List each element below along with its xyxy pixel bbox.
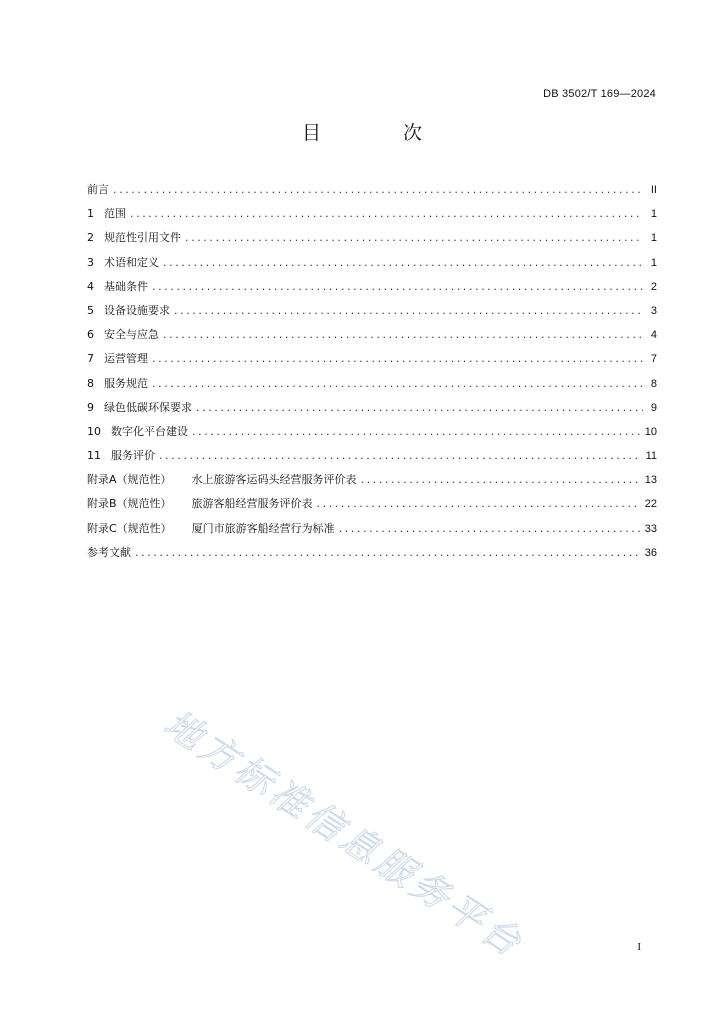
toc-entry-annex-b[interactable] <box>87 494 657 518</box>
toc-entry-page: 8 <box>650 377 657 390</box>
toc-entry-page: 7 <box>650 353 657 366</box>
toc-leader-dots <box>163 325 643 345</box>
toc-leader-dots <box>152 349 643 369</box>
toc-entry-label: 参考文献 <box>87 545 131 559</box>
toc-entry-page: 1 <box>650 256 657 269</box>
toc-annex-tag: 附录C（规范性） <box>87 521 172 535</box>
toc-leader-dots <box>159 446 642 466</box>
toc-entry-page: 9 <box>650 401 657 414</box>
toc-leader-dots <box>185 228 643 248</box>
toc-leader-dots <box>174 301 643 321</box>
toc-entry-number: 3 <box>87 255 94 269</box>
toc-entry-number: 10 <box>87 424 101 438</box>
toc-entry-label: 范围 <box>104 207 126 221</box>
toc-entry-operations-management[interactable] <box>87 349 657 373</box>
toc-entry-annex-c[interactable] <box>87 519 657 543</box>
toc-entry-label: 服务评价 <box>111 449 155 463</box>
toc-entry-page: 3 <box>650 304 657 317</box>
toc-entry-bibliography[interactable] <box>87 543 657 567</box>
watermark: 地方标准信息服务平台 <box>156 701 533 967</box>
toc-entry-page: II <box>650 184 657 196</box>
toc-entry-number: 4 <box>87 279 94 293</box>
toc-entry-label: 前言 <box>87 183 109 196</box>
toc-leader-dots <box>113 180 643 200</box>
toc-entry-number: 9 <box>87 400 94 414</box>
toc-leader-dots <box>317 494 641 514</box>
toc-leader-dots <box>192 422 641 442</box>
toc-entry-equipment-requirements[interactable] <box>87 301 657 325</box>
table-of-contents <box>87 180 657 567</box>
toc-entry-label: 术语和定义 <box>104 255 159 269</box>
page-number: I <box>637 941 641 953</box>
toc-entry-service-evaluation[interactable] <box>87 446 657 470</box>
toc-leader-dots <box>339 519 641 539</box>
toc-entry-label: 绿色低碳环保要求 <box>104 400 192 414</box>
toc-entry-terms-definitions[interactable] <box>87 253 657 277</box>
toc-entry-page: 1 <box>650 208 657 221</box>
toc-entry-foreword[interactable] <box>87 180 657 204</box>
standard-code: DB 3502/T 169—2024 <box>543 88 656 100</box>
toc-entry-page: 10 <box>644 425 657 438</box>
page-title: 目 次 <box>301 122 461 144</box>
toc-leader-dots <box>361 470 641 490</box>
toc-entry-number: 6 <box>87 328 94 342</box>
toc-entry-label: 运营管理 <box>104 352 148 366</box>
toc-annex-tag: 附录A（规范性） <box>87 473 172 487</box>
toc-entry-label: 基础条件 <box>104 279 148 293</box>
toc-entry-number: 5 <box>87 303 94 317</box>
toc-entry-label: 安全与应急 <box>104 328 159 342</box>
toc-entry-page: 13 <box>644 474 657 487</box>
toc-entry-safety-emergency[interactable] <box>87 325 657 349</box>
toc-entry-digital-platform[interactable] <box>87 422 657 446</box>
toc-entry-number: 1 <box>87 207 94 221</box>
toc-leader-dots <box>135 543 641 563</box>
toc-entry-green-low-carbon[interactable] <box>87 398 657 422</box>
toc-entry-label: 规范性引用文件 <box>104 231 181 245</box>
toc-entry-annex-a[interactable] <box>87 470 657 494</box>
toc-entry-service-specification[interactable] <box>87 374 657 398</box>
toc-leader-dots <box>196 398 643 418</box>
toc-entry-page: 1 <box>650 232 657 245</box>
toc-entry-label: 数字化平台建设 <box>111 424 188 438</box>
toc-entry-label: 旅游客船经营服务评价表 <box>191 497 313 511</box>
toc-entry-label: 水上旅游客运码头经营服务评价表 <box>191 473 357 487</box>
toc-entry-scope[interactable] <box>87 204 657 228</box>
toc-entry-page: 33 <box>644 522 657 535</box>
toc-annex-tag: 附录B（规范性） <box>87 497 172 511</box>
toc-entry-page: 11 <box>645 450 657 463</box>
toc-leader-dots <box>152 277 643 297</box>
toc-leader-dots <box>152 374 643 394</box>
toc-entry-normative-references[interactable] <box>87 228 657 252</box>
toc-leader-dots <box>130 204 643 224</box>
toc-entry-number: 7 <box>87 352 94 366</box>
toc-leader-dots <box>163 253 643 273</box>
toc-entry-label: 服务规范 <box>104 376 148 390</box>
toc-entry-page: 22 <box>644 498 657 511</box>
toc-entry-number: 8 <box>87 376 94 390</box>
toc-entry-page: 2 <box>650 280 657 293</box>
toc-entry-page: 4 <box>650 329 657 342</box>
toc-entry-number: 11 <box>87 449 101 463</box>
toc-entry-label: 设备设施要求 <box>104 303 170 317</box>
toc-entry-page: 36 <box>644 546 657 559</box>
toc-entry-label: 厦门市旅游客船经营行为标准 <box>191 521 335 535</box>
toc-entry-basic-conditions[interactable] <box>87 277 657 301</box>
toc-entry-number: 2 <box>87 231 94 245</box>
